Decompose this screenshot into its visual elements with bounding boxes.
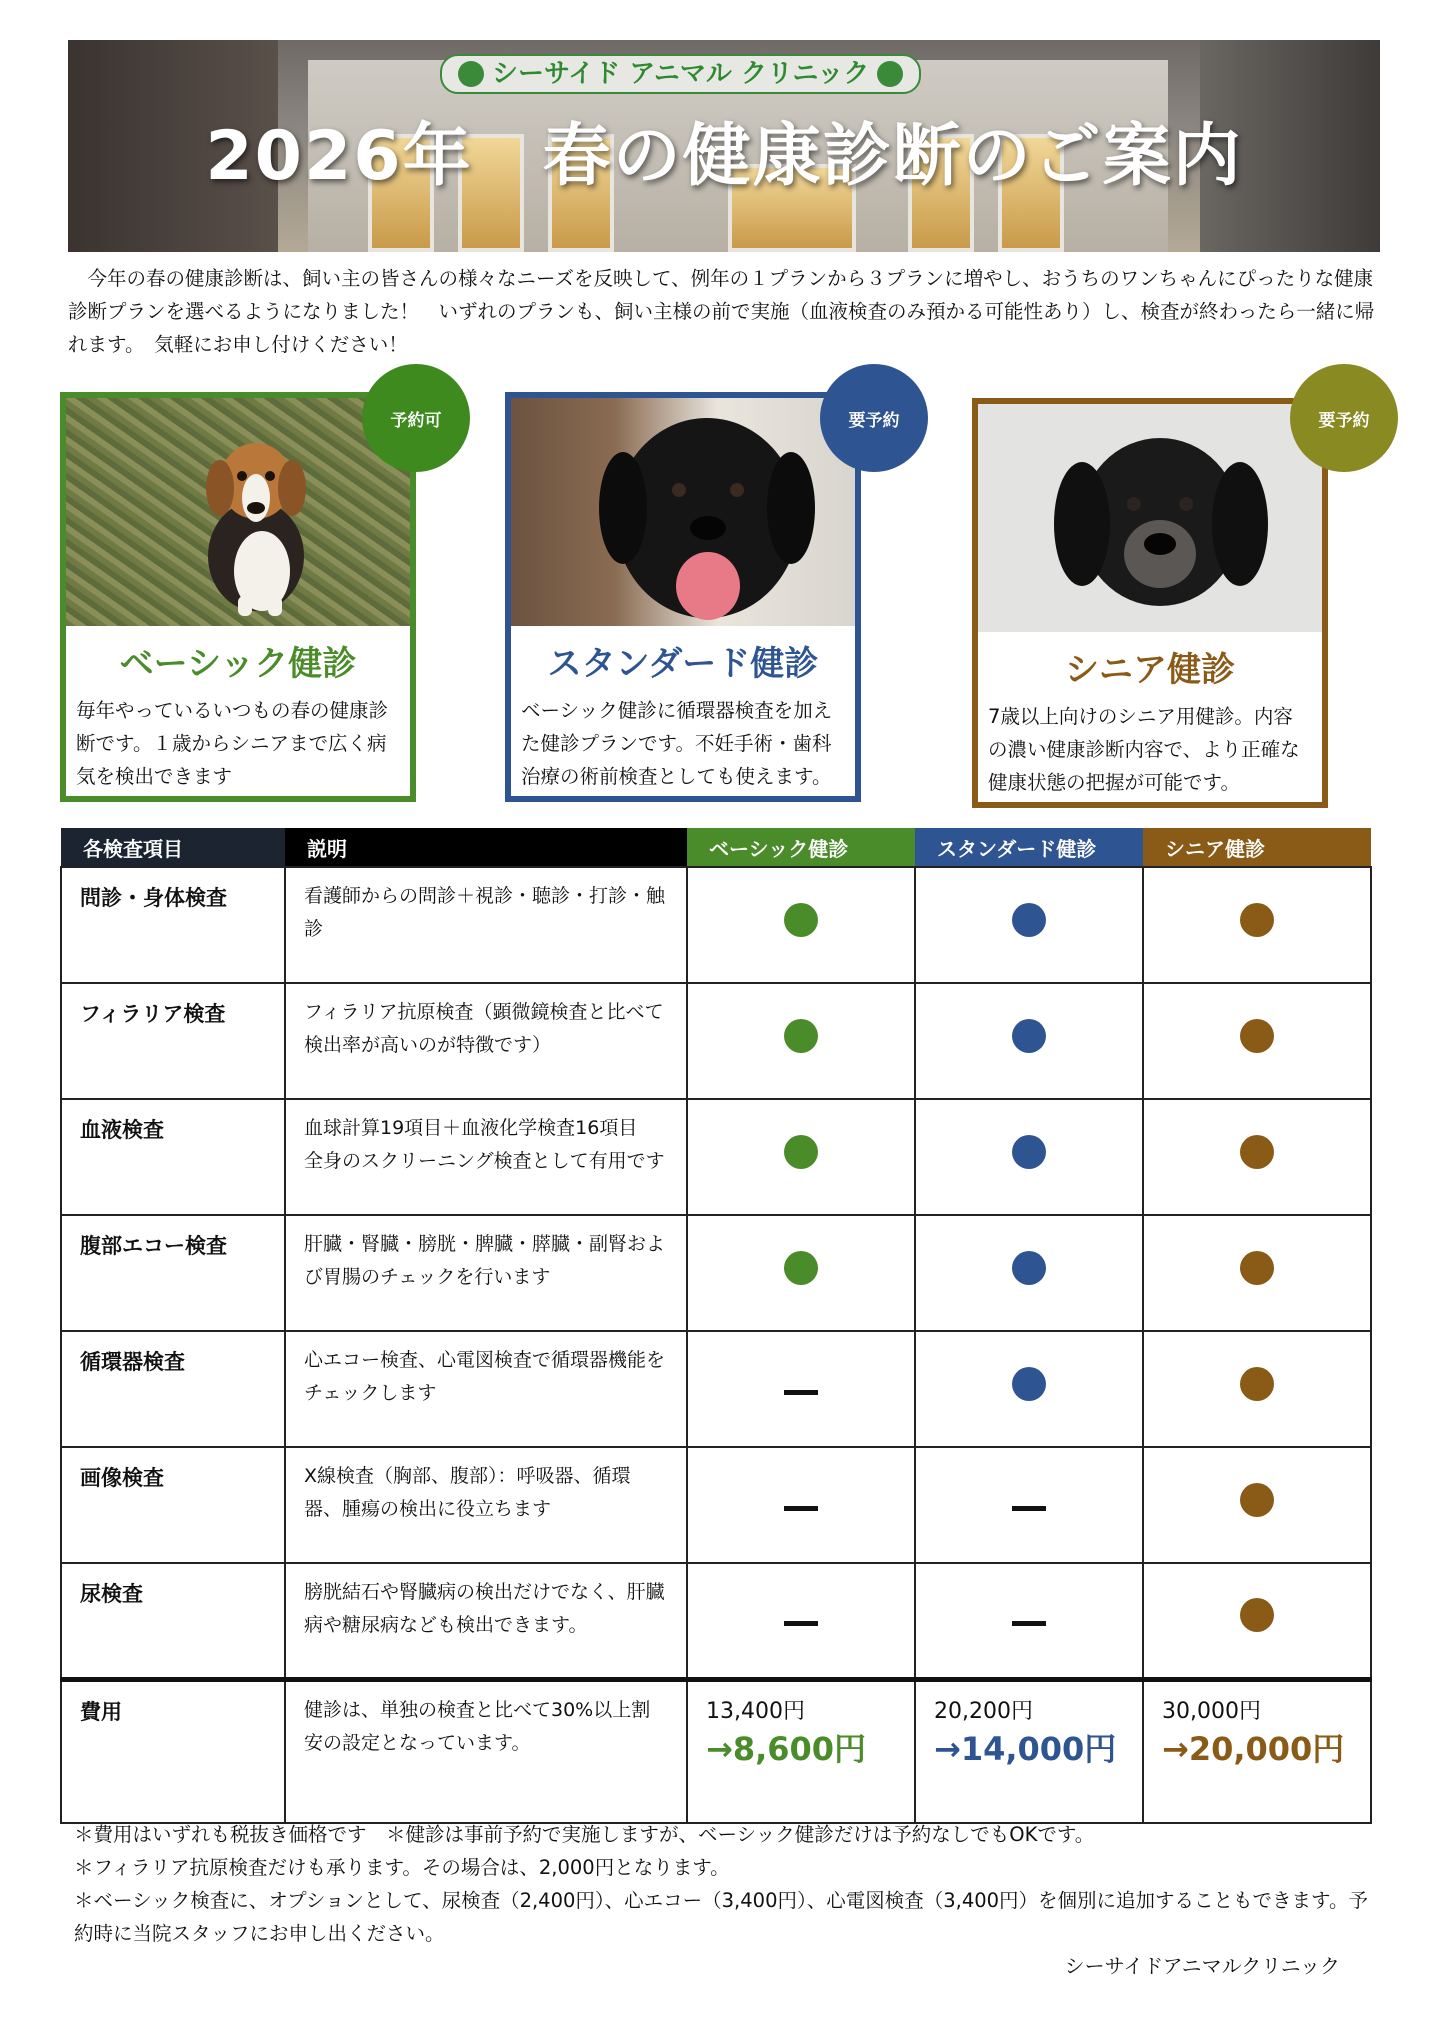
mark-cell — [1143, 1447, 1371, 1563]
badge-reservation-basic: 予約可 — [362, 364, 470, 472]
plan-card-standard — [505, 392, 861, 802]
exam-name: 問診・身体検査 — [61, 867, 285, 983]
table-row — [61, 983, 1371, 1099]
included-dot-icon — [784, 903, 818, 937]
mark-cell — [915, 1215, 1143, 1331]
plan-desc: 7歳以上向けのシニア用健診。内容の濃い健康診断内容で、より正確な健康状態の把握が可能です。 — [988, 705, 1300, 794]
beagle-photo — [66, 398, 410, 626]
sale-price: →20,000円 — [1162, 1729, 1345, 1768]
exam-desc: 膀胱結石や腎臓病の検出だけでなく、肝臓病や糖尿病なども検出できます。 — [285, 1563, 687, 1679]
mark-cell — [687, 1331, 915, 1447]
mark-cell — [915, 1563, 1143, 1679]
included-dot-icon — [1012, 1251, 1046, 1285]
cost-desc: 健診は、単独の検査と比べて30%以上割安の設定となっています。 — [285, 1679, 687, 1823]
intro-text: 今年の春の健康診断は、飼い主の皆さんの様々なニーズを反映して、例年の１プランから３プランに増やし、おうちのワンちゃんにぴったりな健康診断プランを選べるようになりました！ いずれのプランも、飼い主様の前で実施（血液検査のみ預かる可能性あり）し、検査が終わったら一緒に帰れます。 気軽にお申し付けください！ — [68, 267, 1375, 356]
page-title: 2026年 春の健康診断のご案内 — [205, 117, 1243, 196]
exam-desc: 肝臓・腎臓・膀胱・脾臓・膵臓・副腎および胃腸のチェックを行います — [285, 1215, 687, 1331]
mark-cell — [687, 1215, 915, 1331]
note-line: ＊ベーシック検査に、オプションとして、尿検査（2,400円）、心エコー（3,400円）、心電図検査（3,400円）を個別に追加することもできます。予約時に当院スタッフにお申し出ください。 — [74, 1889, 1368, 1945]
included-dot-icon — [784, 1251, 818, 1285]
sale-price: →8,600円 — [706, 1729, 867, 1768]
mark-cell — [915, 1331, 1143, 1447]
not-included-dash-icon — [1012, 1506, 1046, 1511]
mark-cell — [1143, 1099, 1371, 1215]
mark-cell — [687, 1447, 915, 1563]
plan-card-senior — [972, 398, 1328, 808]
not-included-dash-icon — [784, 1390, 818, 1395]
plan-title: スタンダード健診 — [547, 644, 819, 684]
senior-dog-photo — [978, 404, 1322, 632]
sale-price: →14,000円 — [934, 1729, 1117, 1768]
note-line: ＊フィラリア抗原検査だけも承ります。その場合は、2,000円となります。 — [74, 1856, 730, 1879]
table-row — [61, 1563, 1371, 1679]
price-cell — [915, 1679, 1143, 1823]
badge-reservation-senior: 要予約 — [1290, 364, 1398, 472]
original-price: 13,400円 — [706, 1698, 805, 1724]
plan-desc: ベーシック健診に循環器検査を加えた健診プランです。不妊手術・歯科治療の術前検査としても使えます。 — [521, 699, 833, 788]
included-dot-icon — [1240, 1598, 1274, 1632]
price-cell — [1143, 1679, 1371, 1823]
mark-cell — [687, 983, 915, 1099]
exam-desc: フィラリア抗原検査（顕微鏡検査と比べて検出率が高いのが特徴です） — [285, 983, 687, 1099]
included-dot-icon — [1240, 903, 1274, 937]
mark-cell — [915, 1447, 1143, 1563]
included-dot-icon — [1240, 1483, 1274, 1517]
plan-desc: 毎年やっているいつもの春の健康診断です。１歳からシニアまで広く病気を検出できます — [76, 699, 389, 788]
header-basic: ベーシック健診 — [687, 828, 915, 867]
mark-cell — [687, 1563, 915, 1679]
senior-dog-illustration — [978, 404, 1322, 632]
included-dot-icon — [1012, 1367, 1046, 1401]
plan-title: ベーシック健診 — [119, 644, 357, 684]
included-dot-icon — [1240, 1019, 1274, 1053]
table-row — [61, 1099, 1371, 1215]
exam-name: 血液検査 — [61, 1099, 285, 1215]
original-price: 30,000円 — [1162, 1698, 1261, 1724]
included-dot-icon — [1012, 1135, 1046, 1169]
price-cell — [687, 1679, 915, 1823]
mark-cell — [915, 867, 1143, 983]
exam-desc: 血球計算19項目＋血液化学検査16項目 全身のスクリーニング検査として有用です — [285, 1099, 687, 1215]
note-line: ＊費用はいずれも税抜き価格です ＊健診は事前予約で実施しますが、ベーシック健診だけは予約なしでもOKです。 — [74, 1823, 1095, 1846]
header-description: 説明 — [285, 828, 687, 867]
mark-cell — [1143, 1563, 1371, 1679]
exam-desc: X線検査（胸部、腹部）：呼吸器、循環器、腫瘍の検出に役立ちます — [285, 1447, 687, 1563]
cat-logo-icon — [877, 61, 903, 87]
exam-name: 循環器検査 — [61, 1331, 285, 1447]
included-dot-icon — [1240, 1135, 1274, 1169]
cost-label: 費用 — [61, 1679, 285, 1823]
exam-name: 画像検査 — [61, 1447, 285, 1563]
mark-cell — [1143, 983, 1371, 1099]
header-senior: シニア健診 — [1143, 828, 1371, 867]
exam-desc: 看護師からの問診＋視診・聴診・打診・触診 — [285, 867, 687, 983]
included-dot-icon — [1012, 1019, 1046, 1053]
cost-row — [61, 1679, 1371, 1823]
exam-table — [60, 828, 1372, 1824]
table-row — [61, 1447, 1371, 1563]
not-included-dash-icon — [1012, 1621, 1046, 1626]
footer-clinic-name: シーサイドアニマルクリニック — [1064, 1954, 1340, 1978]
plan-card-basic — [60, 392, 416, 802]
table-row — [61, 1215, 1371, 1331]
exam-name: 尿検査 — [61, 1563, 285, 1679]
included-dot-icon — [1012, 903, 1046, 937]
mark-cell — [1143, 867, 1371, 983]
badge-reservation-standard: 要予約 — [820, 364, 928, 472]
black-labrador-photo — [511, 398, 855, 626]
exam-name: 腹部エコー検査 — [61, 1215, 285, 1331]
clinic-sign: シーサイド アニマル クリニック — [440, 54, 921, 94]
hero-banner — [68, 40, 1380, 252]
paw-logo-icon — [458, 61, 484, 87]
table-row — [61, 867, 1371, 983]
mark-cell — [687, 867, 915, 983]
mark-cell — [1143, 1215, 1371, 1331]
exam-desc: 心エコー検査、心電図検査で循環器機能をチェックします — [285, 1331, 687, 1447]
not-included-dash-icon — [784, 1621, 818, 1626]
mark-cell — [915, 1099, 1143, 1215]
mark-cell — [687, 1099, 915, 1215]
mark-cell — [1143, 1331, 1371, 1447]
included-dot-icon — [1240, 1251, 1274, 1285]
plan-title: シニア健診 — [1065, 650, 1235, 690]
table-row — [61, 1331, 1371, 1447]
original-price: 20,200円 — [934, 1698, 1033, 1724]
included-dot-icon — [784, 1135, 818, 1169]
included-dot-icon — [1240, 1367, 1274, 1401]
header-exam-item: 各検査項目 — [61, 828, 285, 867]
notes — [74, 1818, 1374, 1950]
not-included-dash-icon — [784, 1506, 818, 1511]
header-standard: スタンダード健診 — [915, 828, 1143, 867]
labrador-illustration — [511, 398, 855, 626]
mark-cell — [915, 983, 1143, 1099]
exam-name: フィラリア検査 — [61, 983, 285, 1099]
beagle-illustration — [176, 426, 336, 616]
included-dot-icon — [784, 1019, 818, 1053]
